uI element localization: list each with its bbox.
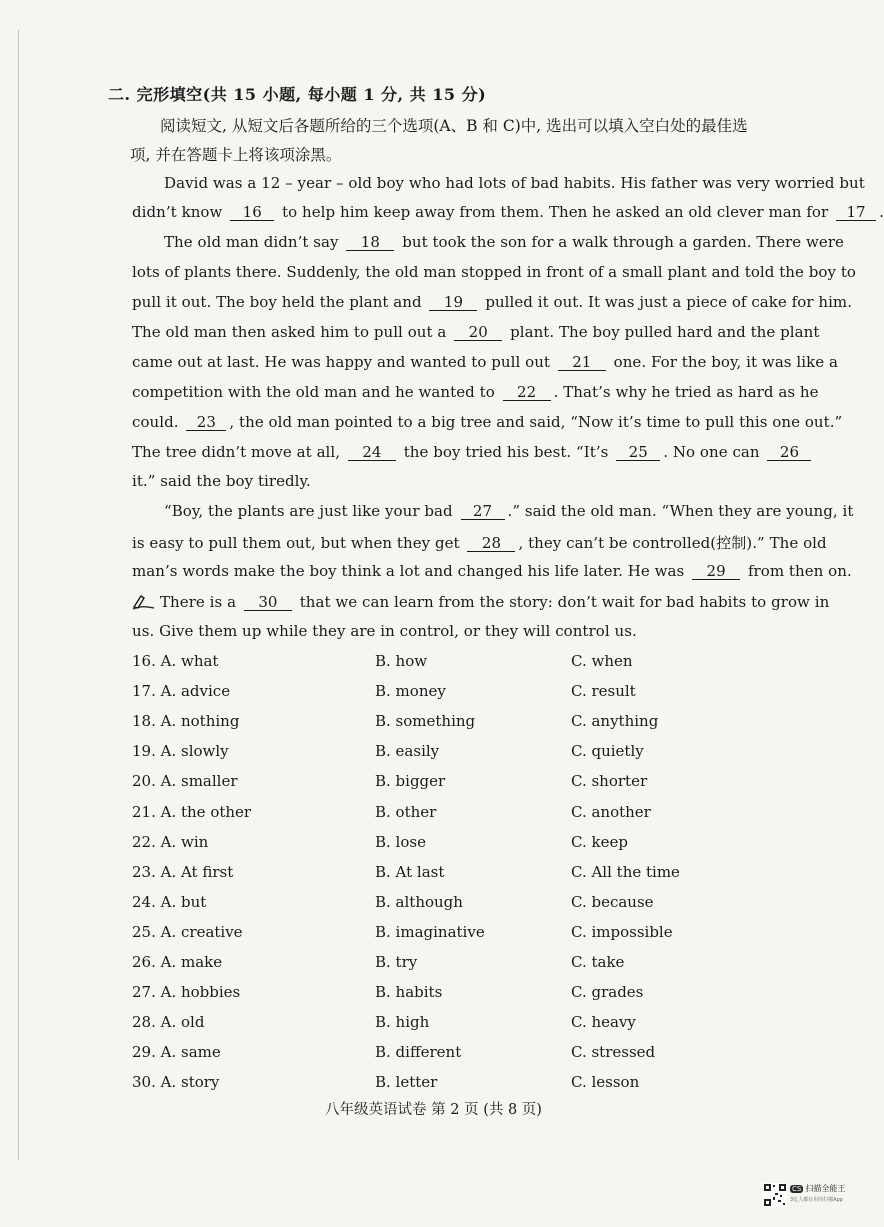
passage-line: “Boy, the plants are just like your bad 27 .” said the old man. “When they are young, it	[164, 502, 854, 520]
option-b: B. bigger	[375, 772, 446, 791]
option-a: 26. A. make	[132, 953, 223, 971]
passage-line: David was a 12 – year – old boy who had lots of bad habits. His father was very worried but	[164, 174, 865, 192]
option-b: B. try	[375, 953, 418, 971]
passage-line: us. Give them up while they are in control, or they will control us.	[132, 622, 637, 640]
option-row	[132, 893, 772, 915]
option-a: 22. A. win	[132, 832, 209, 851]
option-row	[132, 712, 772, 734]
option-a: 29. A. same	[132, 1043, 221, 1062]
blank-17: 17	[836, 205, 876, 221]
passage-line: The old man then asked him to pull out a 20 plant. The boy pulled hard and the plant	[132, 323, 820, 341]
option-b: B. money	[375, 682, 446, 701]
option-a: 21. A. the other	[132, 802, 252, 821]
pen-icon	[132, 592, 156, 610]
option-a: 17. A. advice	[132, 682, 231, 701]
scanner-tagline: 3亿人都在用的扫描App	[790, 1197, 843, 1203]
option-b: B. other	[375, 802, 437, 821]
option-a: 19. A. slowly	[132, 742, 229, 761]
option-c: C. lesson	[571, 1073, 640, 1092]
qr-code-icon	[763, 1183, 787, 1207]
blank-27: 27	[461, 504, 505, 520]
scanner-watermark	[790, 1183, 845, 1203]
option-a: 25. A. creative	[132, 922, 243, 941]
passage-line: is easy to pull them out, but when they get 28 , they can’t be controlled(控制).” The old	[132, 534, 827, 552]
option-c: C. heavy	[571, 1013, 636, 1032]
blank-19: 19	[429, 295, 477, 311]
passage-line: There is a 30 that we can learn from the story: don’t wait for bad habits to grow in	[132, 592, 764, 611]
passage-line: lots of plants there. Suddenly, the old man stopped in front of a small plant and told the boy to	[132, 263, 856, 281]
option-row	[132, 983, 772, 1005]
option-c: C. because	[571, 892, 654, 911]
option-a: 28. A. old	[132, 1013, 205, 1032]
option-row	[132, 833, 772, 855]
option-row	[132, 1013, 772, 1035]
passage-line: could. 23 , the old man pointed to a big tree and said, “Now it’s time to pull this one out.”	[132, 413, 843, 431]
blank-24: 24	[348, 445, 396, 461]
option-c: C. keep	[571, 832, 628, 851]
blank-30: 30	[244, 595, 292, 611]
passage-line: pull it out. The boy held the plant and 19 pulled it out. It was just a piece of cake for him.	[132, 293, 853, 311]
option-c: C. impossible	[571, 922, 673, 941]
option-c: C. shorter	[571, 772, 648, 791]
option-b: B. lose	[375, 832, 426, 851]
blank-26: 26	[767, 445, 811, 461]
scanner-name: 扫描全能王	[805, 1184, 846, 1193]
blank-28: 28	[467, 536, 515, 552]
option-row	[132, 923, 772, 945]
option-row	[132, 863, 772, 885]
option-b: B. letter	[375, 1073, 438, 1092]
section-instructions: 阅读短文, 从短文后各题所给的三个选项(A、B 和 C)中, 选出可以填入空白处的最佳选项, 并在答题卡上将该项涂黑。	[130, 117, 748, 164]
option-c: C. quietly	[571, 742, 644, 761]
option-row	[132, 742, 772, 764]
page-footer: 八年级英语试卷 第 2 页 (共 8 页)	[325, 1102, 542, 1118]
passage-line: it.” said the boy tiredly.	[132, 472, 311, 490]
passage-line: competition with the old man and he wanted to 22 . That’s why he tried as hard as he	[132, 383, 819, 401]
option-row	[132, 652, 772, 674]
blank-20: 20	[454, 325, 502, 341]
passage-line: man’s words make the boy think a lot and changed his life later. He was 29 from then on.	[132, 562, 852, 580]
option-b: B. something	[375, 712, 476, 731]
option-b: B. how	[375, 652, 428, 670]
blank-18: 18	[346, 235, 394, 251]
passage-line: came out at last. He was happy and wanted to pull out 21 one. For the boy, it was like a	[132, 353, 838, 371]
passage-line: The old man didn’t say 18 but took the son for a walk through a garden. There were	[164, 233, 844, 251]
blank-29: 29	[692, 564, 740, 580]
passage-line: The tree didn’t move at all, 24 the boy tried his best. “It’s 25 . No one can 26	[132, 443, 764, 461]
option-row	[132, 682, 772, 704]
option-b: B. although	[375, 892, 463, 911]
option-a: 30. A. story	[132, 1073, 220, 1092]
option-a: 18. A. nothing	[132, 712, 240, 731]
blank-23: 23	[186, 415, 226, 431]
blank-25: 25	[616, 445, 660, 461]
blank-16: 16	[230, 205, 274, 221]
option-row	[132, 953, 772, 975]
blank-22: 22	[503, 385, 551, 401]
option-a: 20. A. smaller	[132, 772, 238, 791]
option-b: B. easily	[375, 742, 440, 761]
section-heading: 二. 完形填空(共 15 小题, 每小题 1 分, 共 15 分)	[108, 85, 487, 104]
option-c: C. anything	[571, 712, 659, 731]
option-c: C. when	[571, 652, 633, 670]
option-row	[132, 1073, 772, 1095]
option-c: C. stressed	[571, 1043, 656, 1062]
option-row	[132, 1043, 772, 1065]
scan-edge-line	[18, 30, 19, 1160]
option-c: C. All the time	[571, 862, 680, 881]
option-b: B. different	[375, 1043, 462, 1062]
option-b: B. At last	[375, 862, 445, 881]
option-a: 23. A. At first	[132, 862, 234, 881]
option-row	[132, 803, 772, 825]
scanner-badge: CS	[792, 1185, 802, 1193]
option-c: C. take	[571, 953, 625, 971]
passage-line: didn’t know 16 to help him keep away from them. Then he asked an old clever man for 17 .	[132, 203, 884, 221]
option-a: 16. A. what	[132, 652, 219, 670]
option-a: 27. A. hobbies	[132, 983, 241, 1002]
option-b: B. imaginative	[375, 922, 485, 941]
option-c: C. another	[571, 802, 651, 821]
option-a: 24. A. but	[132, 892, 207, 911]
option-row	[132, 772, 772, 794]
option-c: C. grades	[571, 983, 644, 1002]
option-c: C. result	[571, 682, 636, 701]
option-b: B. high	[375, 1013, 430, 1032]
blank-21: 21	[558, 355, 606, 371]
option-b: B. habits	[375, 983, 443, 1002]
